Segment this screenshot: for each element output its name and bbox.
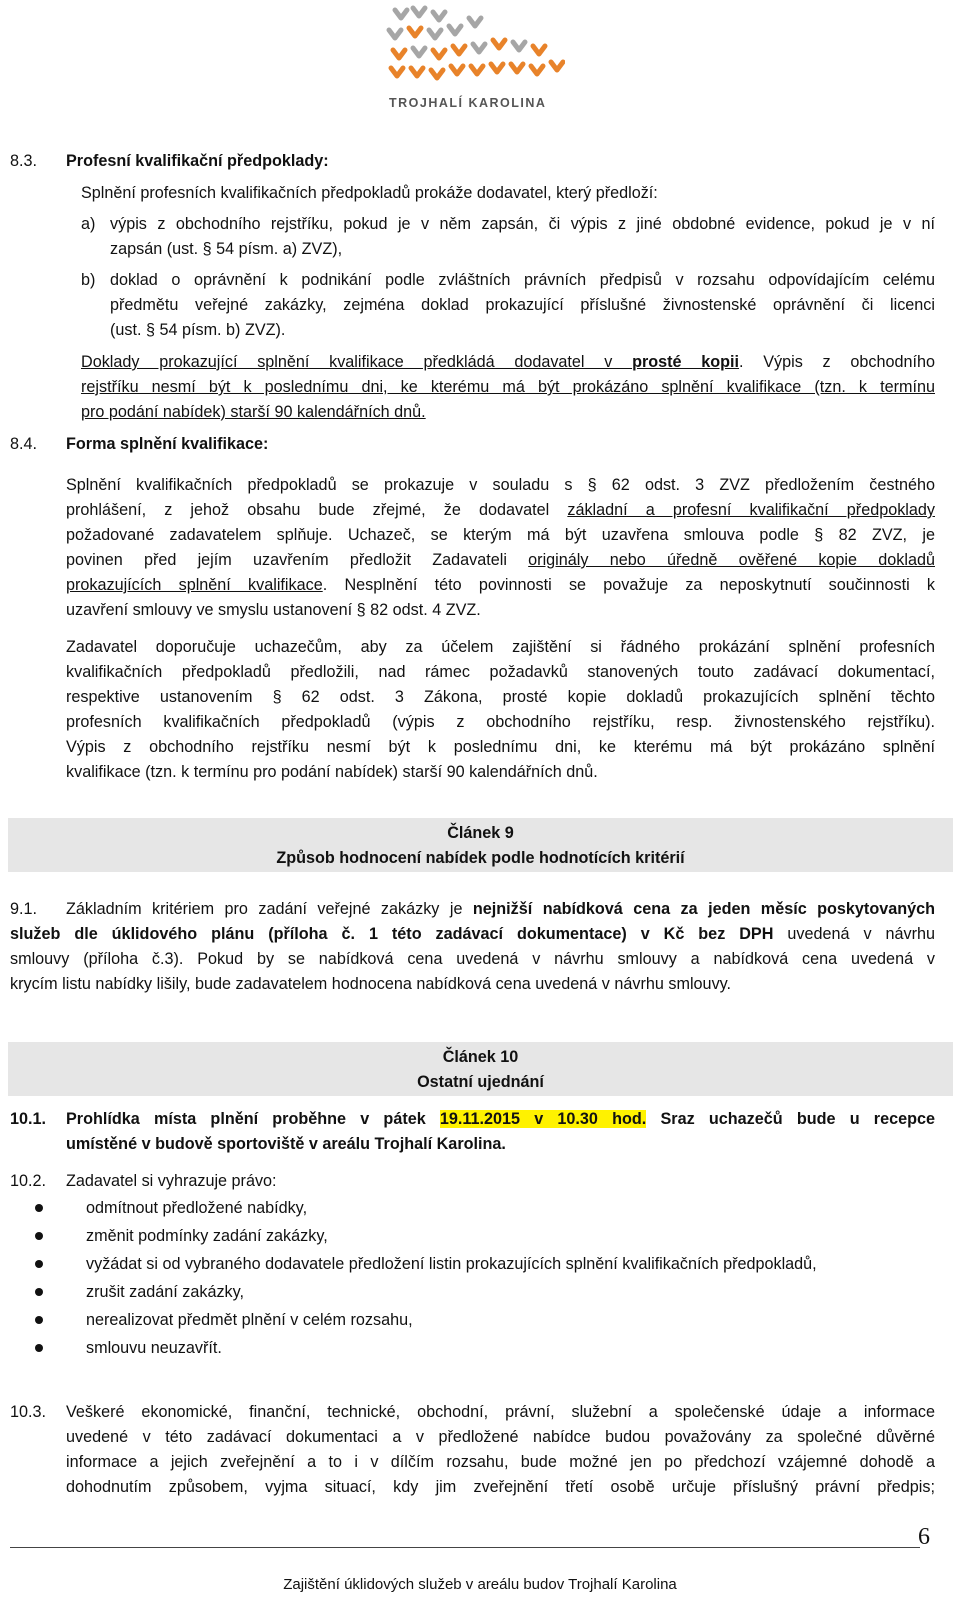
s84-p2-line-3: respektive ustanovením § 62 odst. 3 Zákona, prosté kopie dokladů prokazujících splnění těchto [66, 688, 935, 706]
article-10-heading: Článek 10 [442, 1048, 519, 1066]
list-item: smlouvu neuzavřít. [86, 1339, 222, 1357]
item-b-label: b) [81, 271, 96, 289]
s84-p1-line-5 [66, 572, 935, 598]
s84-p2-line-4: profesních kvalifikačních předpokladů (výpis z obchodního rejstříku, resp. živnostenského rejstříku). [66, 713, 935, 731]
s84-p2-line-1: Zadavatel doporučuje uchazečům, aby za účelem zajištění si řádného prokázání splnění profesních [66, 638, 935, 656]
article-10-header [8, 1042, 953, 1096]
doklady-line-3: pro podání nabídek) starší 90 kalendářních dnů. [81, 403, 426, 421]
s102-intro: Zadavatel si vyhrazuje právo: [66, 1172, 277, 1190]
s84-p1-line-5-b: . Nesplnění této povinnosti se považuje za neposkytnutí součinnosti k [322, 576, 935, 594]
list-item: zrušit zadání zakázky, [86, 1283, 245, 1301]
doklady-line-1-c: . Výpis z obchodního [739, 353, 935, 371]
s84-p1-line-3: požadované zadavatelem splňuje. Uchazeč, se kterým má být uzavřena smlouva podle § 82 ZVZ, je [66, 526, 935, 544]
s84-p1-line-5-a: prokazujících splnění kvalifikace [66, 576, 323, 594]
s101-line-1-c: Sraz uchazečů bude u recepce [646, 1110, 935, 1128]
item-b-line-3: (ust. § 54 písm. b) ZVZ). [110, 321, 286, 339]
article-10-subheading: Ostatní ujednání [417, 1073, 544, 1091]
section-9-1-number: 9.1. [10, 900, 38, 918]
bullet-dot [35, 1232, 43, 1240]
article-9-header [8, 818, 953, 872]
item-a-line-2: zapsán (ust. § 54 písm. a) ZVZ), [110, 240, 343, 258]
s101-line-1 [66, 1106, 935, 1132]
s84-p2-line-5: Výpis z obchodního rejstříku nesmí být k poslednímu dni, ke kterému má být prokázáno splnění [66, 738, 935, 756]
section-8-3-title: Profesní kvalifikační předpoklady: [66, 152, 329, 170]
bullet-dot [35, 1316, 43, 1324]
s103-line-2: uvedené v této zadávací dokumentaci a v předložené nabídce budou považovány za společné důvěrné [66, 1428, 935, 1446]
s101-line-2: umístěné v budově sportoviště v areálu Trojhalí Karolina. [66, 1135, 506, 1153]
s91-line-3: smlouvy (příloha č.3). Pokud by se nabídková cena uvedená v návrhu smlouvy a nabídková cena uvedená v [10, 950, 935, 968]
s84-p1-line-1: Splnění kvalifikačních předpokladů se prokazuje v souladu s § 62 odst. 3 ZVZ předložením čestného [66, 476, 935, 494]
s91-line-1 [66, 896, 935, 922]
logo [375, 0, 565, 118]
s101-line-1-date: 19.11.2015 v 10.30 hod. [439, 1110, 647, 1128]
s101-line-1-a: Prohlídka místa plnění proběhne v pátek [66, 1110, 440, 1128]
s91-line-2-b: uvedená v návrhu [773, 925, 935, 943]
logo-chevrons-icon [375, 0, 565, 90]
s84-p2-line-2: kvalifikačních předpokladů předložili, nad rámec požadavků stanovených touto zadávací dokumentací, [66, 663, 935, 681]
doklady-line-1-b: prosté kopii [632, 353, 740, 371]
list-item: nerealizovat předmět plnění v celém rozsahu, [86, 1311, 413, 1329]
s84-p1-line-2-a: prohlášení, z jehož obsahu bude zřejmé, že dodavatel [66, 501, 568, 519]
article-9-subheading: Způsob hodnocení nabídek podle hodnotících kritérií [276, 849, 685, 867]
doklady-line-1-a: Doklady prokazující splnění kvalifikace předkládá dodavatel v [81, 353, 633, 371]
s84-p1-line-4-a: povinen před jejím uzavřením předložit Zadavateli [66, 551, 529, 569]
s91-line-1-b: nejnižší nabídková cena za jeden měsíc poskytovaných [472, 900, 935, 918]
s84-p1-line-4-b: originály nebo úředně ověřené kopie dokladů [528, 551, 935, 569]
bullet-dot [35, 1344, 43, 1352]
section-10-3-number: 10.3. [10, 1403, 47, 1421]
item-a-line-1: výpis z obchodního rejstříku, pokud je v něm zapsán, či výpis z jiné obdobné evidence, pokud je v ní [110, 215, 935, 233]
section-10-1-number: 10.1. [10, 1110, 47, 1128]
s84-p1-line-6: uzavření smlouvy ve smyslu ustanovení § 82 odst. 4 ZVZ. [66, 601, 481, 619]
list-item: vyžádat si od vybraného dodavatele předložení listin prokazujících splnění kvalifikačních předpokladů, [86, 1255, 817, 1273]
bullet-dot [35, 1288, 43, 1296]
item-b-line-1: doklad o oprávnění k podnikání podle zvláštních právních předpisů v rozsahu odpovídajícím celému [110, 271, 935, 289]
footer-text: Zajištění úklidových služeb v areálu budov Trojhalí Karolina [283, 1576, 677, 1593]
s103-line-1: Veškeré ekonomické, finanční, technické, obchodní, právní, služební a společenské údaje a informace [66, 1403, 935, 1421]
item-b-line-2: předmětu veřejné zakázky, zejména doklad prokazující příslušné živnostenské oprávnění či licenci [110, 296, 935, 314]
bullet-dot [35, 1204, 43, 1212]
s91-line-2 [10, 921, 935, 947]
logo-text: TROJHALÍ KAROLINA [389, 96, 547, 110]
doklady-line-2: rejstříku nesmí být k poslednímu dni, ke kterému má být prokázáno splnění kvalifikace (tzn. k termínu [81, 378, 935, 396]
page-number: 6 [918, 1524, 930, 1550]
s84-p1-line-2-b: základní a profesní kvalifikační předpoklady [567, 501, 935, 519]
list-item: změnit podmínky zadání zakázky, [86, 1227, 328, 1245]
s91-line-2-a: služeb dle úklidového plánu (příloha č. 1 této zadávací dokumentace) v Kč bez DPH [10, 925, 774, 943]
list-item: odmítnout předložené nabídky, [86, 1199, 308, 1217]
s84-p2-line-6: kvalifikace (tzn. k termínu pro podání nabídek) starší 90 kalendářních dnů. [66, 763, 598, 781]
section-8-4-number: 8.4. [10, 435, 38, 453]
doklady-line-1 [81, 349, 935, 375]
section-8-4-title: Forma splnění kvalifikace: [66, 435, 269, 453]
s91-line-1-a: Základním kritériem pro zadání veřejné zakázky je [66, 900, 473, 918]
s84-p1-line-2 [66, 497, 935, 523]
s103-line-3: informace a jejich zveřejnění a to i v dílčím rozsahu, bude možné jen po předchozí vzájemné dohodě a [66, 1453, 935, 1471]
bullet-dot [35, 1260, 43, 1268]
s91-line-4: krycím listu nabídky lišily, bude zadavatelem hodnocena nabídková cena uvedená v návrhu smlouvy. [10, 975, 732, 993]
section-8-3-intro: Splnění profesních kvalifikačních předpokladů prokáže dodavatel, který předloží: [81, 184, 658, 202]
section-8-3-number: 8.3. [10, 152, 38, 170]
item-a-label: a) [81, 215, 96, 233]
section-10-2-number: 10.2. [10, 1172, 47, 1190]
s84-p1-line-4 [66, 547, 935, 573]
article-9-heading: Článek 9 [447, 824, 514, 842]
s103-line-4: dohodnutím způsobem, vyjma situací, kdy jim zveřejnění třetí osobě určuje příslušný právní předpis; [66, 1478, 935, 1496]
footer-rule [10, 1547, 920, 1548]
